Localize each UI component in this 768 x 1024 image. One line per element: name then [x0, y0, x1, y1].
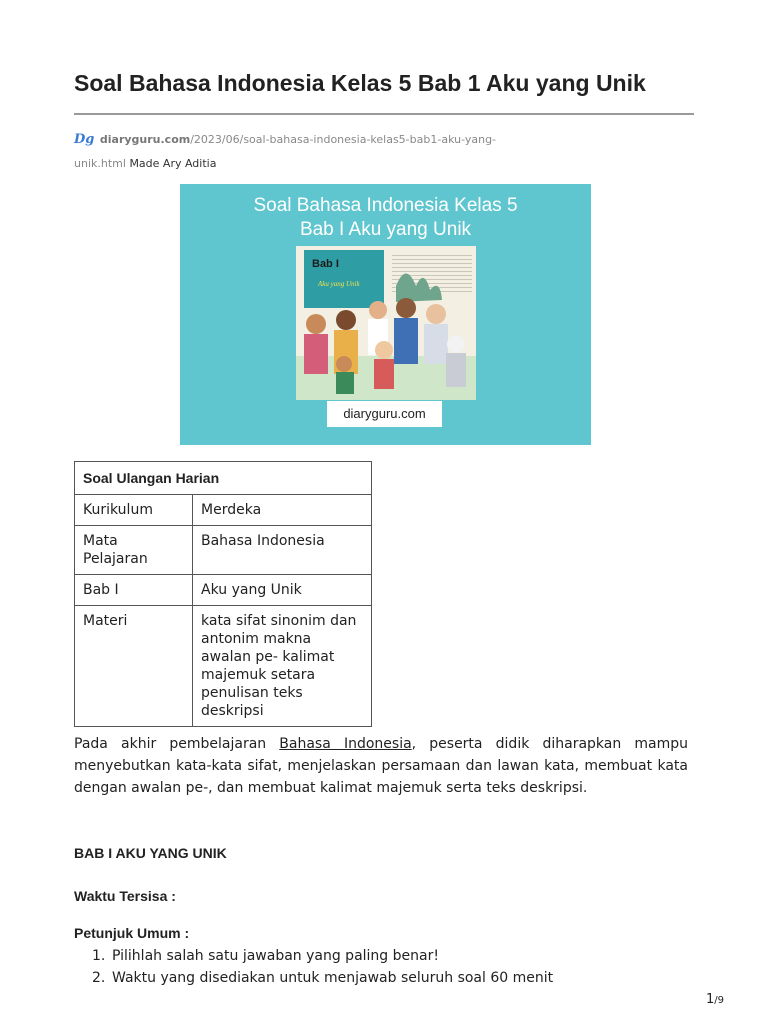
instructions-heading: Petunjuk Umum : [74, 925, 190, 941]
hero-title-line2: Bab I Aku yang Unik [299, 219, 472, 240]
time-remaining-label: Waktu Tersisa : [74, 888, 176, 904]
table-row [75, 606, 372, 727]
info-table [74, 461, 372, 727]
list-item-text: Waktu yang disediakan untuk menjawab seluruh soal 60 menit [112, 970, 554, 986]
hero-site-label: diaryguru.com [327, 401, 442, 427]
table-key: Bab I [75, 575, 193, 606]
source-host[interactable]: diaryguru.com [99, 133, 191, 146]
table-value: Aku yang Unik [193, 575, 372, 606]
children-illustration-icon [296, 246, 476, 400]
source-path[interactable]: /2023/06/soal-bahasa-indonesia-kelas5-bab1-aku-yang-unik.html [74, 133, 497, 170]
page-total: /9 [714, 995, 724, 1006]
list-item-number: 1. [92, 948, 106, 964]
page-current: 1 [705, 992, 715, 1007]
author-name: Made Ary Aditia [129, 157, 217, 170]
intro-text-after: , peserta didik diharapkan mampu menyebutkan kata-kata sifat, menjelaskan persamaan dan lawan kata, membuat kata dengan awalan pe-, dan membuat kalimat majemuk serta teks deskripsi. [74, 736, 688, 796]
list-item [92, 945, 692, 967]
diaryguru-logo-icon: Dg [74, 132, 95, 147]
list-item-number: 2. [92, 970, 106, 986]
table-key: Materi [75, 606, 193, 727]
table-row [75, 526, 372, 575]
book-bab-label: Bab I [312, 258, 339, 270]
book-subtitle: Aku yang Unik [318, 280, 360, 288]
table-row [75, 495, 372, 526]
page-title: Soal Bahasa Indonesia Kelas 5 Bab 1 Aku yang Unik [74, 70, 646, 96]
table-value: kata sifat sinonim dan antonim makna awalan pe- kalimat majemuk setara penulisan teks deskripsi [193, 606, 372, 727]
table-key: Kurikulum [75, 495, 193, 526]
title-divider [74, 113, 694, 115]
list-item-text: Pilihlah salah satu jawaban yang paling benar! [112, 948, 439, 964]
table-header: Soal Ulangan Harian [75, 462, 372, 495]
bahasa-indonesia-link[interactable]: Bahasa Indonesia [279, 736, 412, 752]
book-cover-image [296, 246, 476, 400]
table-value: Bahasa Indonesia [193, 526, 372, 575]
list-item [92, 967, 692, 989]
table-key: Mata Pelajaran [75, 526, 193, 575]
intro-paragraph [74, 733, 688, 799]
intro-text-before: Pada akhir pembelajaran [74, 736, 280, 752]
instructions-list [92, 945, 692, 989]
section-heading-bab: BAB I AKU YANG UNIK [74, 845, 227, 861]
hero-image [180, 184, 591, 445]
hero-title-line1: Soal Bahasa Indonesia Kelas 5 [253, 195, 518, 216]
hero-title [180, 194, 591, 242]
table-value: Merdeka [193, 495, 372, 526]
page-number [706, 992, 724, 1007]
table-row [75, 575, 372, 606]
source-line [74, 128, 514, 176]
